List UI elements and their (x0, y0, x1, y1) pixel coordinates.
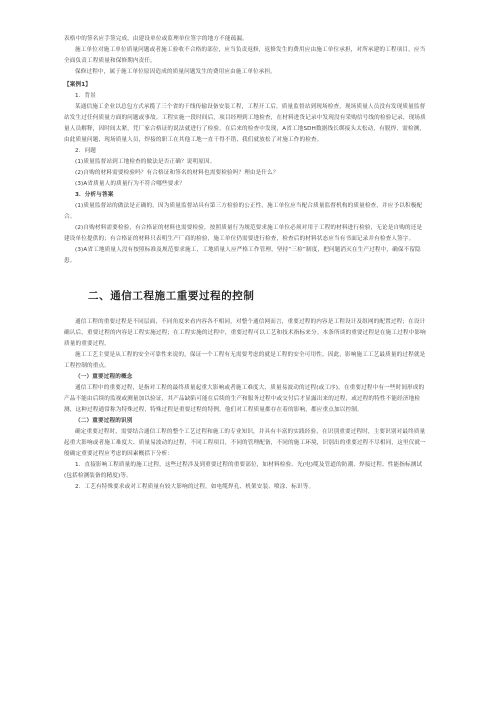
subsection-text: 通信工程中的重要过程，是指对工程的最终质量起重大影响或者施工难度大、质量易波动的过程(或工序)。在重要过程中有一些时间形成的产品不能由后续的监视或测量加以验证，其产品缺陷可能在后续的生产和服务过程中或交付后才显露出来的过程，或过程的特性不能经济地检测，这种过程通常称为特殊过程，特殊过程是重要过程的特例，他们对工程质量都存在着的影响，都应重点加以控制。 (64, 385, 425, 413)
subsection-heading: （一）重要过程的概念 (75, 374, 133, 380)
section-paragraph: 通信工程的重要过程是不同层面，不同角度来看内容各不相同，对整个通信网而言，重要过程的内容是工程设计及组网的配置过程；在设计确认后，重要过程的内容是工程实施过程；在工程实施的过程中，重要过程可以工艺和技术指标来分。本条所谈的重要过程是在施工过程中影响质量的重要过程。 (64, 319, 426, 347)
paragraph: 表格中的签名应手签完成，由建设单位或监理单位签字的地方不能疏漏。 (64, 36, 248, 42)
question-item: (2)自购的材料需要检验吗？有合格证和签名的材料也需要检验吗？理由是什么？ (75, 170, 279, 176)
answer-item: (1)质量监督站的做法是正确的，因为质量监督站具有第三方检验的公正性，施工单位应当配合质量监督机构的质量检查，并应予以积极配合。 (64, 203, 423, 220)
section-title: 二、通信工程施工重要过程的控制 (88, 290, 255, 302)
subsection-heading: （二）重要过程的识别 (75, 418, 133, 424)
question-heading: 2．问题 (75, 148, 96, 154)
case-label: 【案例1】 (64, 82, 92, 88)
background-heading: 1．背景 (75, 93, 96, 99)
question-item: (3)A省质量人的质量行为不符合哪些要求？ (75, 181, 185, 187)
answer-item: (3)A省工地质量人没有按照标准及规范要求施工，工地质量人应严格工作管理，坚持“三检”制度，把问题消灭在生产过程中，确保不留隐患。 (64, 247, 421, 264)
paragraph: 施工单位对施工单位质量问题或者施工验收不合格的部位，应当负责返修，返修发生的费用应由施工单位承担，对所承建的工程项目，应当全面负责工程质量和保修期内责任。 (64, 47, 426, 64)
factor-item: 2．工艺有特殊要求或对工程质量有较大影响的过程，如电缆焊孔、机架安装、喷涂、标识等。 (75, 484, 315, 490)
question-item: (1)质量监督站到工地检查的做法是否正确？说明原因。 (75, 159, 216, 165)
subsection-text: 确定重要过程时，需要结合通信工程的整个工艺过程和施工的专业知识，并具有丰富的实践经验，在识别重要过程时，主要识别对最终质量起重大影响或者施工难度大、质量易波动的过程，不同工程项目，不同的管理配备，不同的施工环境，识别出的重要过程不尽相同，这里仅就一般确定重要过程应考虑的因素概括下分析： (64, 429, 426, 457)
answer-item: (2)自购材料需要检验，有合格证的材料也需要检验，按照质量行为规范要求施工单位必须对用于工程的材料进行检验，无论是自购的还是建设单位提供的；有合格证的材料只表明生产厂商的检验，施工单位仍需要进行检查，检查后的材料状态应当有书面记录并有检查人签字。 (64, 225, 423, 242)
factor-item: 1．直接影响工程质量的施工过程，这些过程涉及到重要过程的重要部位，如材料检验、光(电)缆及管道的防潮、焊接过程、性能指标测试(包括检测装备的精度)等。 (64, 462, 423, 479)
answer-heading: 3．分析与答案 (75, 192, 114, 198)
background-text: 某通信施工企业以总包方式承揽了三个省的干线传输设备安装工程，工程开工后，质量监督站到现场检查，现场质量人员没有发现质量监督站发生过任何质量方面的问题或事故。工程实施一段时间后，项目经理到工地检查，在材料进货记录中发现没有采购信号线的检验记录，现场质量人员解释，因时间太紧，凭厂家合格证的说法就进行了检验，在后来的检查中发现，A省工地SDH数据线长绑接头太松动，有脱焊，需检测，由此质量问题，现场质量人员，焊接的职工在其他工地一直干得不错，我们就放松了对施工作的检查。 (64, 104, 426, 143)
section-paragraph: 施工工艺主要是从工程的安全可靠性来说的，保证一个工程有无需要考虑的就是工程的安全可用性，因此，影响施工工艺最质量的过程就是工程控制的重点。 (64, 352, 426, 369)
paragraph: 保修过程中，属于施工单位原因造成的质量问题发生的费用应由施工单位承担。 (75, 69, 277, 75)
